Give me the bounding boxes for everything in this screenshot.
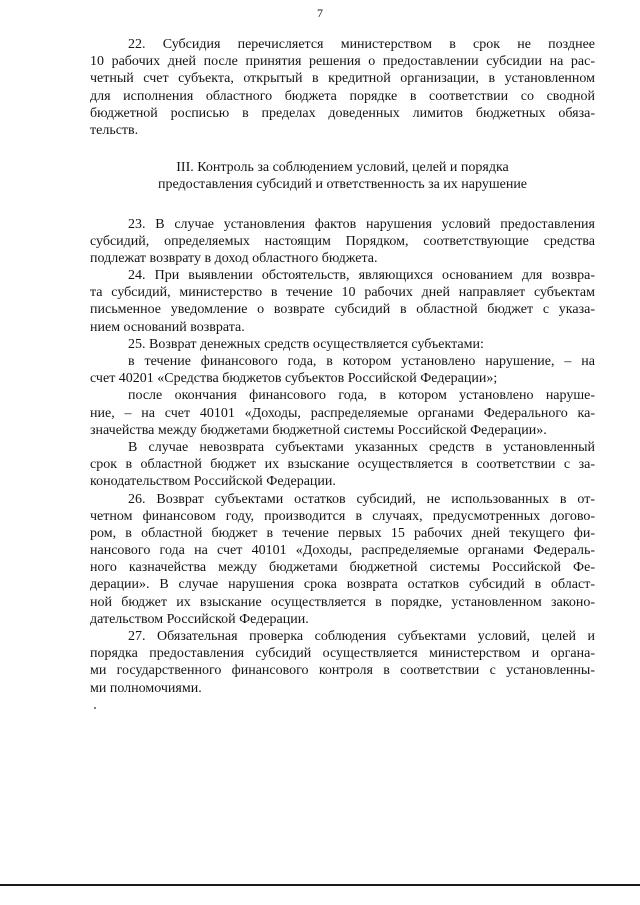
text-line: нансового года на счет 40101 «Доходы, распределяемые органами Федераль-: [90, 543, 595, 559]
text-line: конодательством Российской Федерации.: [90, 474, 336, 490]
text-line: в течение финансового года, в котором установлено нарушение, – на: [128, 354, 595, 369]
paragraph-p25c: [90, 439, 595, 491]
text-line: ром, в областной бюджет в течение первых 15 рабочих дней текущего фи-: [90, 525, 595, 541]
text-line: ми государственного финансового контроля в соответствии с установленны-: [90, 663, 595, 679]
text-line: 25. Возврат денежных средств осуществляется субъектами:: [128, 336, 484, 352]
text-line: тельств.: [90, 122, 139, 138]
document-body: [90, 36, 595, 697]
text-line: для исполнения областного бюджета порядке в соответствии со сводной: [90, 88, 595, 104]
text-line: В случае невозврата субъектами указанных средств в установленный: [128, 439, 595, 455]
text-line: ного казначейства между бюджетами бюджетной системы Российской Фе-: [90, 560, 595, 576]
section-heading-line-2: предоставления субсидий и ответственность за их нарушение: [157, 177, 528, 193]
paragraph-p25: [90, 336, 595, 353]
text-line: срок в областной бюджет их взыскание осуществляется в соответствии с за-: [90, 457, 595, 473]
text-line: бюджетной росписью в пределах доведенных лимитов бюджетных обяза-: [90, 105, 595, 121]
section-heading: [90, 159, 595, 193]
text-line: нием оснований возврата.: [90, 319, 245, 335]
text-line: дерации». В случае нарушения срока возврата остатков субсидий в област-: [90, 577, 595, 593]
text-line: значейства между бюджетами бюджетной системы Российской Федерации».: [90, 422, 547, 438]
text-line: 24. При выявлении обстоятельств, являющихся основанием для возвра-: [128, 268, 595, 284]
text-line: ми полномочиями.: [90, 680, 202, 696]
paragraphs-before-heading: [90, 36, 595, 139]
text-line: 22. Субсидия перечисляется министерством в срок не позднее: [128, 37, 595, 52]
text-line: 27. Обязательная проверка соблюдения субъектами условий, целей и: [128, 629, 595, 644]
page-number: 7: [317, 6, 323, 20]
text-line: счет 40201 «Средства бюджетов субъектов Российской Федерации»;: [90, 371, 498, 387]
text-line: четном финансовом году, производится в случаях, предусмотренных догово-: [90, 508, 595, 524]
text-line: ние, – на счет 40101 «Доходы, распределяемые органами Федерального ка-: [90, 405, 595, 421]
text-line: дательством Российской Федерации.: [90, 611, 309, 627]
text-line: 23. В случае установления фактов нарушения условий предоставления: [128, 216, 595, 232]
text-line: та субсидий, министерство в течение 10 рабочих дней направляет субъектам: [90, 285, 595, 301]
bottom-border-line: [0, 884, 640, 886]
paragraph-p27: [90, 628, 595, 697]
text-line: подлежат возврату в доход областного бюджета.: [90, 250, 378, 266]
section-heading-line-1: III. Контроль за соблюдением условий, целей и порядка: [176, 160, 509, 176]
text-line: 26. Возврат субъектами остатков субсидий, не использованных в от-: [128, 491, 595, 507]
paragraph-p23: [90, 216, 595, 268]
paragraph-p25b: [90, 387, 595, 439]
paragraph-p26: [90, 491, 595, 629]
paragraphs-after-heading: [90, 216, 595, 697]
paragraph-p24: [90, 267, 595, 336]
paragraph-p22: [90, 36, 595, 139]
text-line: письменное уведомление о возврате субсидий в областной бюджет с указа-: [90, 302, 595, 318]
text-line: порядка предоставления субсидий осуществляется министерством и органа-: [90, 646, 595, 662]
text-line: ной бюджет их взыскание осуществляется в порядке, установленном законо-: [90, 594, 595, 610]
scan-speck: [94, 707, 96, 709]
text-line: четный счет субъекта, открытый в кредитной организации, в установленном: [90, 71, 595, 87]
text-line: после окончания финансового года, в котором установлено наруше-: [128, 388, 595, 404]
paragraph-p25a: [90, 353, 595, 387]
text-line: 10 рабочих дней после принятия решения о предоставлении субсидии на рас-: [90, 54, 595, 70]
text-line: субсидий, определяемых настоящим Порядком, соответствующие средства: [90, 233, 595, 249]
